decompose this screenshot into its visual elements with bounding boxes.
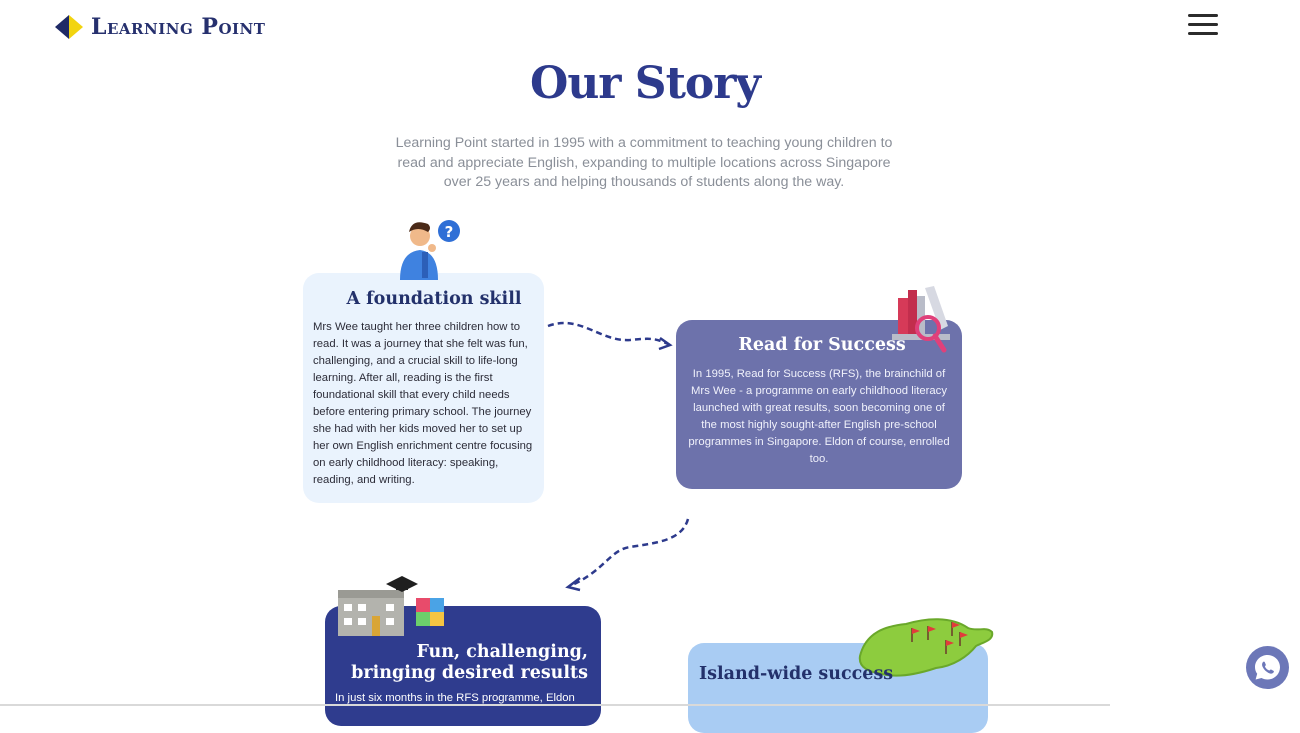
- hamburger-menu-icon[interactable]: [1188, 14, 1218, 40]
- intro-paragraph: Learning Point started in 1995 with a commitment to teaching young children to read and appreciate English, expanding to multiple locations across Singapore over 25 years and helping thousands of students along the way.: [395, 135, 893, 190]
- school-building-icon: [334, 574, 452, 638]
- card-body: Mrs Wee taught her three children how to read. It was a journey that she felt was fun, challenging, and a crucial skill to life-long learning. After all, reading is the first foundational skill that every child needs before entering primary school. The journey she had with her kids moved her to set up her own English enrichment centre focusing on early childhood literacy: speaking, reading, and writing.: [313, 321, 533, 486]
- logo-text: Learning Point: [91, 14, 266, 40]
- card-title: Fun, challenging, bringing desired results: [351, 642, 588, 683]
- card-title: Read for Success: [738, 335, 906, 355]
- svg-text:?: ?: [444, 223, 454, 241]
- page-title: Our Story: [529, 58, 760, 109]
- dashed-arrow-right: [540, 312, 680, 356]
- site-logo[interactable]: [54, 12, 265, 42]
- card-title: Island-wide success: [699, 664, 894, 684]
- card-body: In 1995, Read for Success (RFS), the brainchild of Mrs Wee - a programme on early childhood literacy launched with great results, soon becoming one of the most highly sought-after English pre-school programmes in Singapore. Eldon of course, enrolled too.: [688, 368, 950, 465]
- whatsapp-icon[interactable]: [1246, 646, 1289, 689]
- dashed-arrow-down: [560, 515, 695, 595]
- thinking-boy-icon: [394, 218, 464, 282]
- logo-diamond-icon: [54, 14, 84, 40]
- phone-icon: [1246, 646, 1289, 689]
- card-body: In just six months in the RFS programme, Eldon: [335, 692, 575, 704]
- card-title: A foundation skill: [346, 289, 522, 309]
